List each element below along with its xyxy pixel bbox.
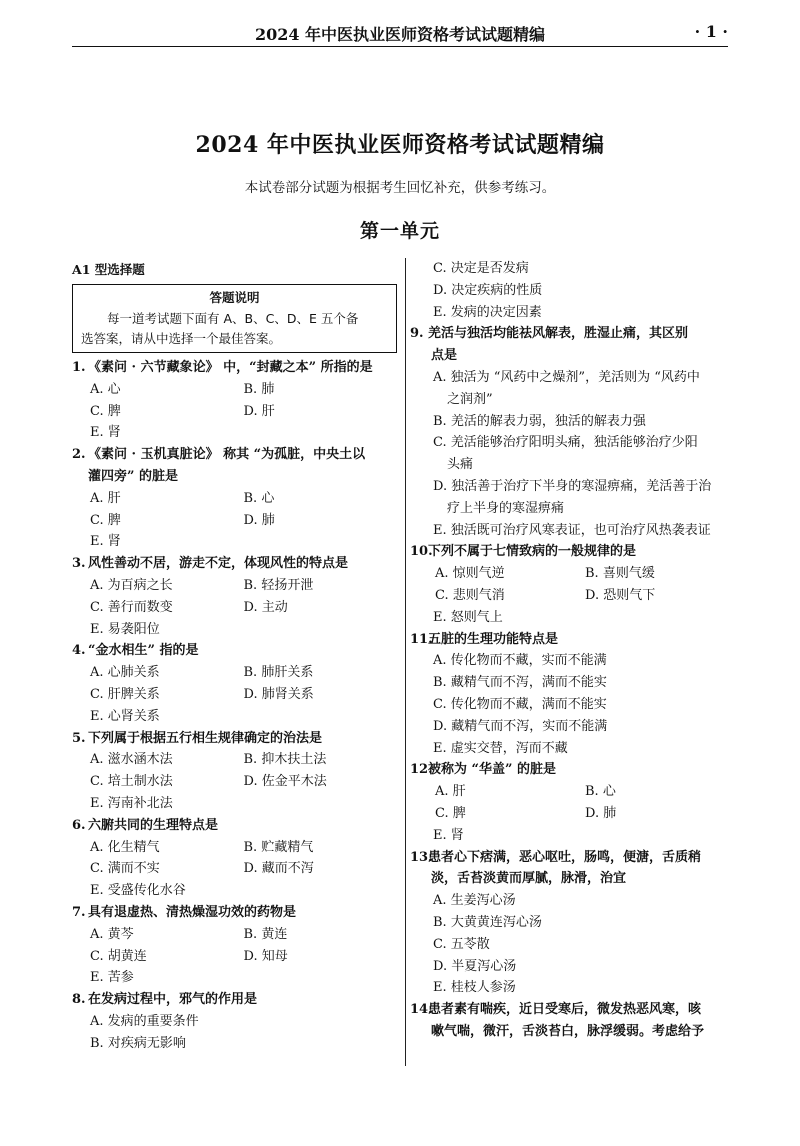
option-b: B. 羌活的解表力弱，独活的解表力强 bbox=[433, 413, 646, 429]
question-8: 8. 在发病过程中，邪气的作用是 bbox=[72, 992, 258, 1008]
option-e: E. 虚实交替，泻而不藏 bbox=[433, 740, 568, 756]
option-c: C. 羌活能够治疗阳明头痛，独活能够治疗少阳 bbox=[433, 435, 698, 451]
document-title: 2024 年中医执业医师资格考试试题精编 bbox=[195, 132, 605, 158]
instructions-line: 选答案，请从中选择一个最佳答案。 bbox=[81, 331, 282, 346]
section-heading: A1 型选择题 bbox=[72, 262, 145, 277]
option-d: D. 肺 bbox=[585, 805, 617, 821]
option-a: A. 心肺关系 bbox=[90, 665, 160, 681]
option-e: E. 泻南补北法 bbox=[90, 795, 173, 811]
option-e: E. 易袭阳位 bbox=[90, 621, 160, 637]
option-b: B. 对疾病无影响 bbox=[90, 1035, 186, 1051]
option-e: E. 独活既可治疗风寒表证，也可治疗风热袭表证 bbox=[433, 522, 711, 538]
option-d: D. 藏精气而不泻，实而不能满 bbox=[433, 718, 608, 734]
question-7: 7. 具有退虚热、清热燥湿功效的药物是 bbox=[72, 904, 297, 920]
option-e: E. 肾 bbox=[90, 534, 121, 550]
option-d: D. 主动 bbox=[243, 599, 288, 615]
option-c: C. 胡黄连 bbox=[90, 948, 147, 964]
right-column bbox=[410, 258, 735, 1043]
option-a: A. 惊则气逆 bbox=[435, 566, 505, 582]
option-d: D. 肝 bbox=[243, 403, 275, 419]
option-b: B. 轻扬开泄 bbox=[243, 577, 314, 593]
option-e: E. 发病的决定因素 bbox=[433, 304, 542, 320]
page-number: · 1 · bbox=[694, 22, 728, 41]
column-divider bbox=[405, 258, 406, 1066]
option-a: A. 为百病之长 bbox=[90, 577, 173, 593]
option-a-cont: 之润剂” bbox=[447, 391, 493, 407]
option-d: D. 恐则气下 bbox=[585, 587, 656, 603]
question-4: 4. “金水相生” 指的是 bbox=[72, 643, 199, 659]
option-c-cont: 头痛 bbox=[447, 457, 474, 473]
options-row bbox=[72, 575, 397, 597]
option-e: E. 苦参 bbox=[90, 970, 134, 986]
option-c: C. 传化物而不藏，满而不能实 bbox=[433, 696, 607, 712]
option-a: A. 生姜泻心汤 bbox=[433, 893, 516, 909]
options-row bbox=[72, 510, 397, 532]
options-row bbox=[72, 684, 397, 706]
option-a: A. 滋水涵木法 bbox=[90, 752, 173, 768]
options-row bbox=[72, 858, 397, 880]
option-d: D. 知母 bbox=[243, 948, 288, 964]
option-d: D. 藏而不泻 bbox=[243, 861, 314, 877]
question-10: 10.下列不属于七情致病的一般规律的是 bbox=[410, 544, 637, 560]
option-a: A. 心 bbox=[90, 381, 121, 397]
option-c: C. 脾 bbox=[90, 512, 121, 528]
question-11: 11.五脏的生理功能特点是 bbox=[410, 631, 559, 647]
options-row bbox=[72, 837, 397, 859]
question-12: 12.被称为 “华盖” 的脏是 bbox=[410, 762, 557, 778]
option-c: C. 悲则气消 bbox=[435, 587, 505, 603]
option-d: D. 独活善于治疗下半身的寒湿痹痛，羌活善于治 bbox=[433, 478, 712, 494]
question-5: 5. 下列属于根据五行相生规律确定的治法是 bbox=[72, 730, 323, 746]
option-a: A. 传化物而不藏，实而不能满 bbox=[433, 653, 607, 669]
left-column bbox=[72, 258, 397, 1055]
option-b: B. 心 bbox=[585, 784, 616, 800]
option-e: E. 肾 bbox=[90, 425, 121, 441]
question-1: 1. 《素问 · 六节藏象论》 中，“封藏之本” 所指的是 bbox=[72, 360, 373, 375]
options-row bbox=[72, 401, 397, 423]
options-row bbox=[72, 749, 397, 771]
options-row bbox=[413, 781, 735, 803]
question-13-cont: 淡，舌苔淡黄而厚腻，脉滑，治宜 bbox=[431, 871, 627, 887]
option-b: B. 大黄黄连泻心汤 bbox=[433, 914, 542, 930]
option-d: D. 肺肾关系 bbox=[243, 686, 314, 702]
option-b: B. 贮藏精气 bbox=[243, 839, 314, 855]
options-row bbox=[72, 379, 397, 401]
question-9-cont: 点是 bbox=[431, 348, 458, 364]
option-b: B. 黄连 bbox=[243, 926, 288, 942]
option-d: D. 决定疾病的性质 bbox=[433, 282, 543, 298]
running-title: 2024 年中医执业医师资格考试试题精编 bbox=[254, 25, 546, 44]
options-row bbox=[72, 488, 397, 510]
options-row bbox=[72, 771, 397, 793]
question-3: 3. 风性善动不居，游走不定，体现风性的特点是 bbox=[72, 556, 349, 572]
option-e: E. 受盛传化水谷 bbox=[90, 883, 186, 899]
option-a: A. 化生精气 bbox=[90, 839, 160, 855]
option-e: E. 怒则气上 bbox=[433, 609, 503, 625]
unit-heading: 第一单元 bbox=[359, 220, 440, 242]
option-c: C. 决定是否发病 bbox=[433, 261, 529, 276]
question-2: 2. 《素问 · 玉机真脏论》 称其 “为孤脏，中央土以 bbox=[72, 447, 366, 463]
option-c: C. 肝脾关系 bbox=[90, 686, 160, 702]
question-14-cont: 嗽气喘，微汗，舌淡苔白，脉浮缓弱。考虑给予 bbox=[431, 1023, 705, 1039]
options-row bbox=[413, 563, 735, 585]
instructions-heading: 答题说明 bbox=[209, 290, 260, 305]
question-14: 14.患者素有喘疾，近日受寒后，微发热恶风寒，咳 bbox=[410, 1002, 702, 1018]
option-d: D. 肺 bbox=[243, 512, 275, 528]
options-row bbox=[72, 597, 397, 619]
option-c: C. 善行而数变 bbox=[90, 599, 173, 615]
option-b: B. 肺肝关系 bbox=[243, 665, 314, 681]
option-d: D. 半夏泻心汤 bbox=[433, 958, 517, 974]
options-row bbox=[72, 662, 397, 684]
question-13: 13.患者心下痞满，恶心呕吐，肠鸣，便溏，舌质稍 bbox=[410, 849, 702, 865]
option-c: C. 五苓散 bbox=[433, 936, 490, 952]
option-a: A. 肝 bbox=[90, 490, 121, 506]
option-b: B. 心 bbox=[243, 490, 275, 506]
option-c: C. 满而不实 bbox=[90, 861, 160, 877]
question-2-cont: 灌四旁” 的脏是 bbox=[88, 468, 179, 484]
question-9: 9. 羌活与独活均能祛风解表，胜湿止痛，其区别 bbox=[410, 326, 689, 342]
option-a: A. 独活为 “风药中之燥剂”，羌活则为 “风药中 bbox=[433, 369, 700, 385]
option-e: E. 肾 bbox=[433, 827, 464, 843]
option-a: A. 发病的重要条件 bbox=[90, 1013, 199, 1029]
option-d-cont: 疗上半身的寒湿痹痛 bbox=[447, 500, 565, 516]
option-c: C. 脾 bbox=[435, 805, 466, 821]
instructions-box bbox=[72, 284, 397, 353]
option-e: E. 心肾关系 bbox=[90, 708, 160, 724]
options-row bbox=[72, 924, 397, 946]
options-row bbox=[413, 803, 735, 825]
option-c: C. 脾 bbox=[90, 403, 121, 419]
running-header bbox=[72, 22, 728, 47]
option-a: A. 黄芩 bbox=[90, 926, 134, 942]
document-subtitle: 本试卷部分试题为根据考生回忆补充，供参考练习。 bbox=[244, 180, 556, 196]
instructions-line: 每一道考试题下面有 A、B、C、D、E 五个备 bbox=[107, 311, 359, 326]
option-a: A. 肝 bbox=[435, 784, 466, 800]
option-b: B. 肺 bbox=[243, 381, 275, 397]
options-row bbox=[413, 585, 735, 607]
option-c: C. 培土制水法 bbox=[90, 774, 173, 790]
question-6: 6. 六腑共同的生理特点是 bbox=[72, 817, 219, 833]
option-e: E. 桂枝人参汤 bbox=[433, 980, 516, 996]
option-b: B. 抑木扶土法 bbox=[243, 752, 327, 768]
option-b: B. 藏精气而不泻，满而不能实 bbox=[433, 675, 607, 691]
options-row bbox=[72, 946, 397, 968]
option-d: D. 佐金平木法 bbox=[243, 774, 327, 790]
option-b: B. 喜则气缓 bbox=[585, 566, 655, 582]
